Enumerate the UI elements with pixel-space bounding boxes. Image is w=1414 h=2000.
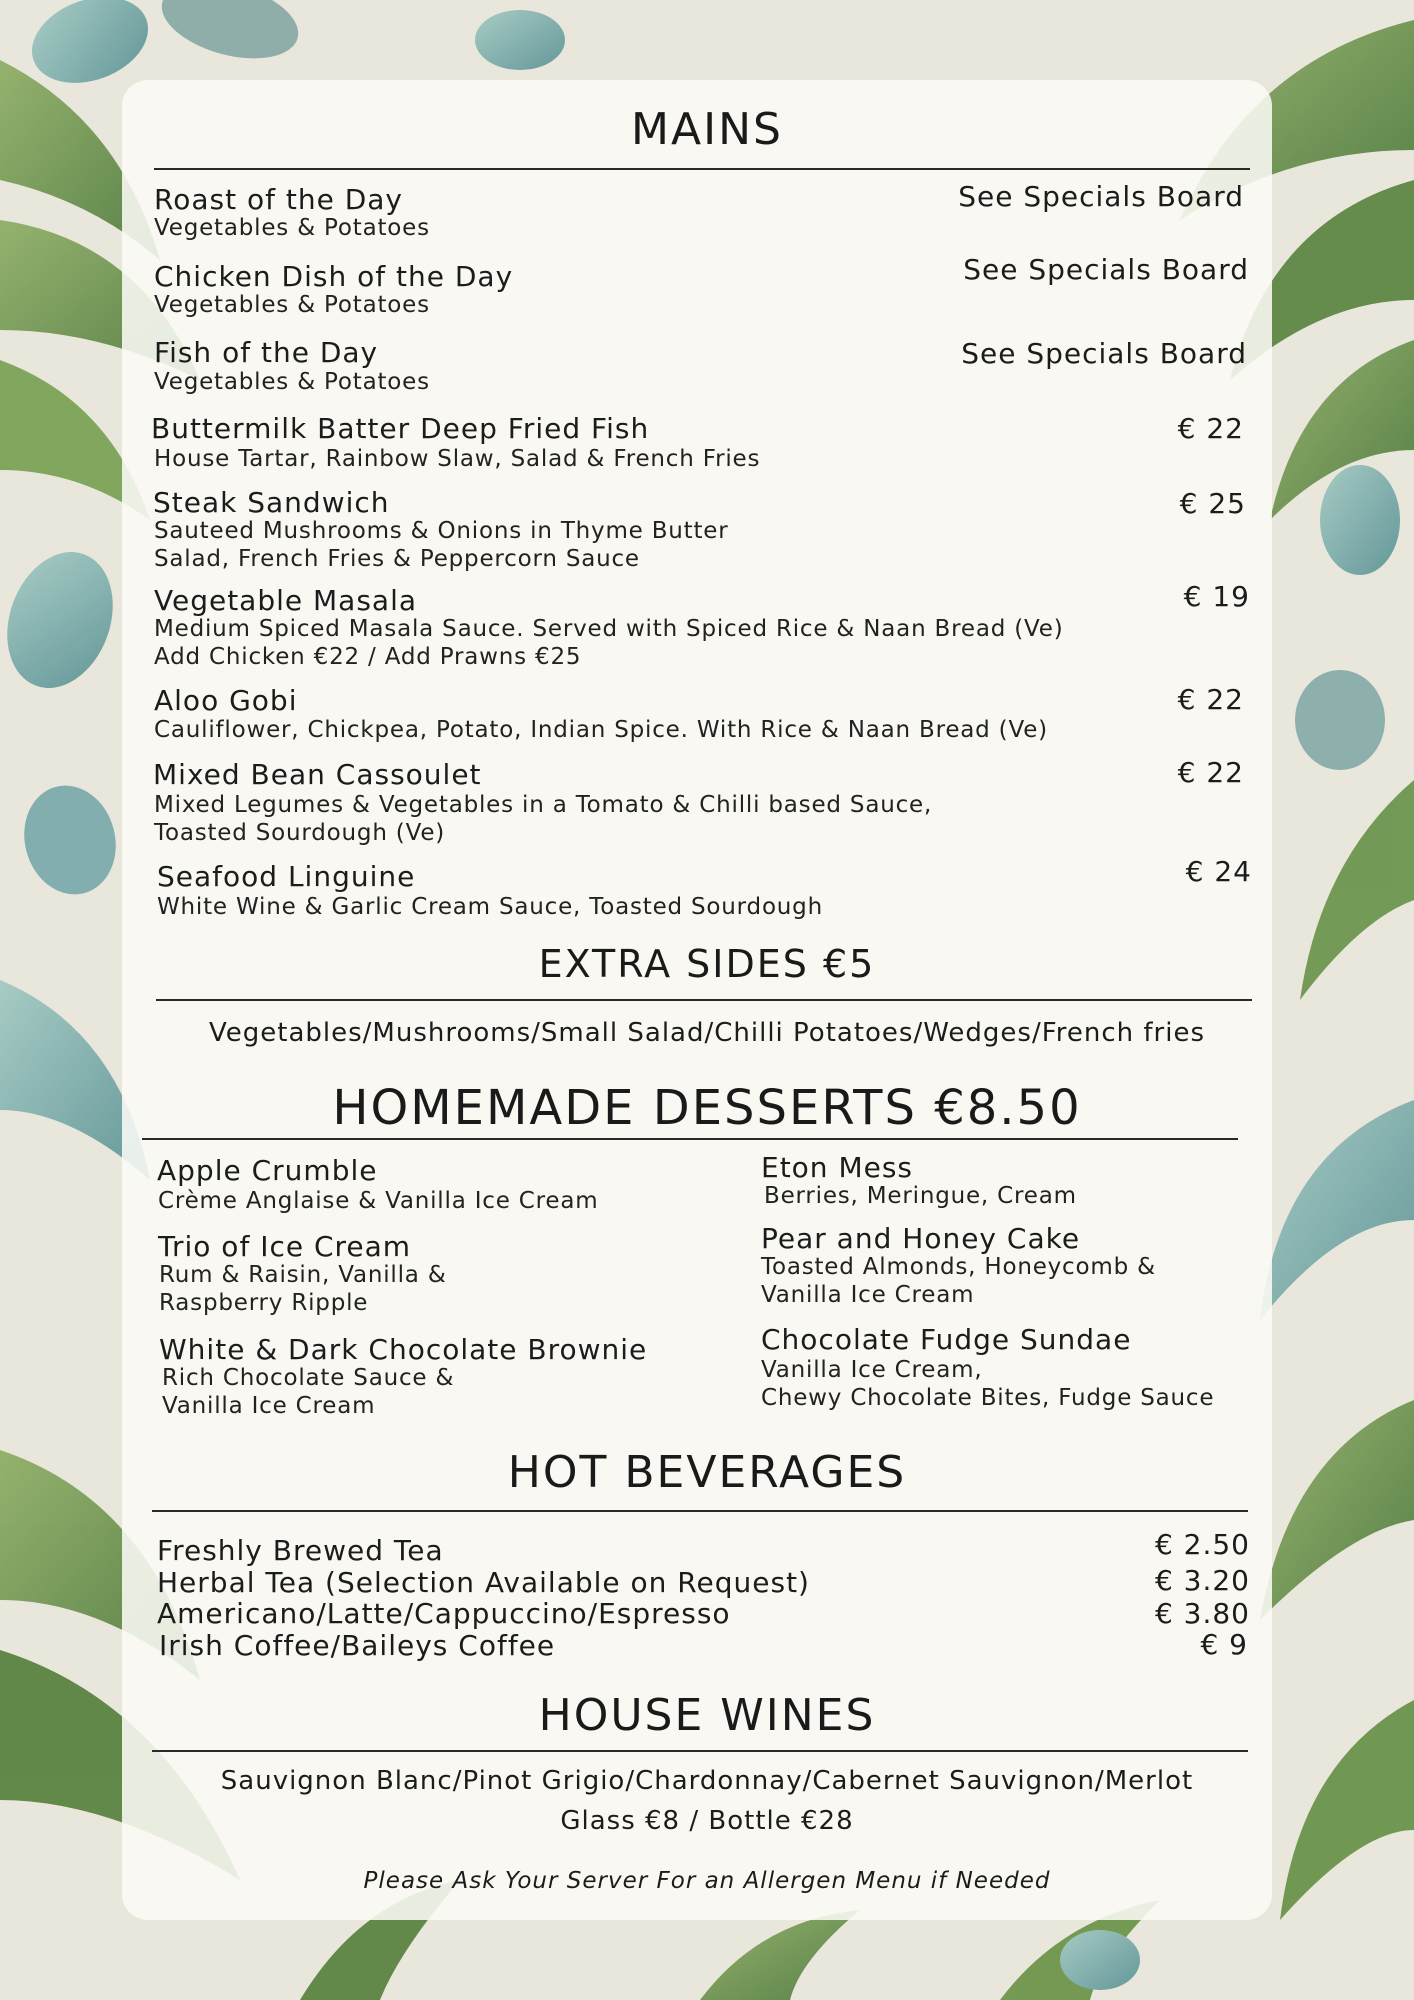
menu-item-price: € 22 — [1177, 756, 1244, 789]
menu-item-name: Vegetable Masala — [154, 584, 418, 617]
beverage-price: € 3.20 — [1154, 1564, 1250, 1597]
desserts-title: HOMEMADE DESSERTS €8.50 — [332, 1080, 1082, 1136]
dessert-desc: Vanilla Ice Cream — [162, 1393, 376, 1419]
menu-item-name: Fish of the Day — [154, 336, 379, 369]
dessert-desc: Crème Anglaise & Vanilla Ice Cream — [158, 1188, 599, 1214]
menu-item-desc: Medium Spiced Masala Sauce. Served with Spiced Rice & Naan Bread (Ve) — [154, 616, 1064, 642]
menu-item-desc: House Tartar, Rainbow Slaw, Salad & French Fries — [154, 446, 761, 472]
menu-item-price: See Specials Board — [958, 180, 1244, 213]
desserts-divider — [142, 1138, 1238, 1140]
beverage-price: € 2.50 — [1154, 1528, 1250, 1561]
menu-item-desc: Cauliflower, Chickpea, Potato, Indian Spice. With Rice & Naan Bread (Ve) — [154, 717, 1048, 743]
dessert-name: Apple Crumble — [157, 1154, 378, 1187]
menu-item-price: € 22 — [1177, 412, 1244, 445]
dessert-name: Pear and Honey Cake — [761, 1222, 1081, 1255]
beverage-name: Herbal Tea (Selection Available on Request) — [157, 1566, 810, 1599]
dessert-name: Chocolate Fudge Sundae — [761, 1323, 1132, 1356]
beverage-price: € 3.80 — [1154, 1597, 1250, 1630]
beverage-name: Irish Coffee/Baileys Coffee — [159, 1629, 556, 1662]
dessert-name: Trio of Ice Cream — [158, 1230, 412, 1263]
menu-item-name: Aloo Gobi — [154, 684, 298, 717]
dessert-desc: Berries, Meringue, Cream — [764, 1183, 1077, 1209]
dessert-desc: Rum & Raisin, Vanilla & — [159, 1262, 447, 1288]
dessert-desc: Raspberry Ripple — [159, 1290, 369, 1316]
wines-title: HOUSE WINES — [538, 1690, 876, 1741]
sides-title: EXTRA SIDES €5 — [538, 942, 876, 986]
menu-item-desc: White Wine & Garlic Cream Sauce, Toasted Sourdough — [157, 894, 823, 920]
mains-divider — [154, 168, 1250, 170]
wines-list: Sauvignon Blanc/Pinot Grigio/Chardonnay/Cabernet Sauvignon/Merlot — [220, 1766, 1194, 1796]
menu-item-price: € 25 — [1179, 487, 1246, 520]
menu-item-name: Mixed Bean Cassoulet — [153, 758, 482, 791]
menu-item-price: € 22 — [1177, 683, 1244, 716]
menu-item-price: See Specials Board — [961, 337, 1247, 370]
menu-item-price: See Specials Board — [963, 253, 1249, 286]
dessert-name: Eton Mess — [761, 1151, 914, 1184]
menu-item-desc: Mixed Legumes & Vegetables in a Tomato & Chilli based Sauce, — [154, 792, 933, 818]
sides-list: Vegetables/Mushrooms/Small Salad/Chilli Potatoes/Wedges/French fries — [208, 1018, 1206, 1048]
menu-item-price: € 24 — [1185, 855, 1252, 888]
menu-item-name: Chicken Dish of the Day — [154, 260, 514, 293]
mains-title: MAINS — [631, 104, 783, 155]
dessert-desc: Rich Chocolate Sauce & — [162, 1365, 455, 1391]
menu-item-name: Steak Sandwich — [153, 486, 390, 519]
allergen-note: Please Ask Your Server For an Allergen Menu if Needed — [363, 1868, 1051, 1894]
dessert-desc: Vanilla Ice Cream, — [761, 1357, 983, 1383]
menu-item-price: € 19 — [1183, 580, 1250, 613]
menu-item-name: Buttermilk Batter Deep Fried Fish — [151, 412, 650, 445]
menu-item-desc: Vegetables & Potatoes — [154, 369, 430, 395]
menu-item-name: Seafood Linguine — [157, 860, 416, 893]
wines-divider — [152, 1750, 1248, 1752]
wines-pricing: Glass €8 / Bottle €28 — [560, 1806, 854, 1836]
dessert-name: White & Dark Chocolate Brownie — [159, 1333, 648, 1366]
menu-item-desc: Salad, French Fries & Peppercorn Sauce — [154, 546, 640, 572]
menu-item-desc: Sauteed Mushrooms & Onions in Thyme Butter — [154, 518, 729, 544]
menu-item-desc: Vegetables & Potatoes — [154, 292, 430, 318]
dessert-desc: Chewy Chocolate Bites, Fudge Sauce — [761, 1385, 1215, 1411]
beverage-price: € 9 — [1200, 1628, 1248, 1661]
beverages-title: HOT BEVERAGES — [507, 1447, 907, 1498]
beverages-divider — [152, 1510, 1248, 1512]
menu-item-desc: Toasted Sourdough (Ve) — [154, 820, 446, 846]
dessert-desc: Vanilla Ice Cream — [761, 1282, 975, 1308]
menu-item-desc: Vegetables & Potatoes — [154, 215, 430, 241]
beverage-name: Freshly Brewed Tea — [157, 1534, 444, 1567]
menu-item-desc: Add Chicken €22 / Add Prawns €25 — [154, 644, 582, 670]
dessert-desc: Toasted Almonds, Honeycomb & — [761, 1254, 1156, 1280]
beverage-name: Americano/Latte/Cappuccino/Espresso — [157, 1597, 731, 1630]
menu-item-name: Roast of the Day — [154, 183, 403, 216]
sides-divider — [156, 999, 1252, 1001]
